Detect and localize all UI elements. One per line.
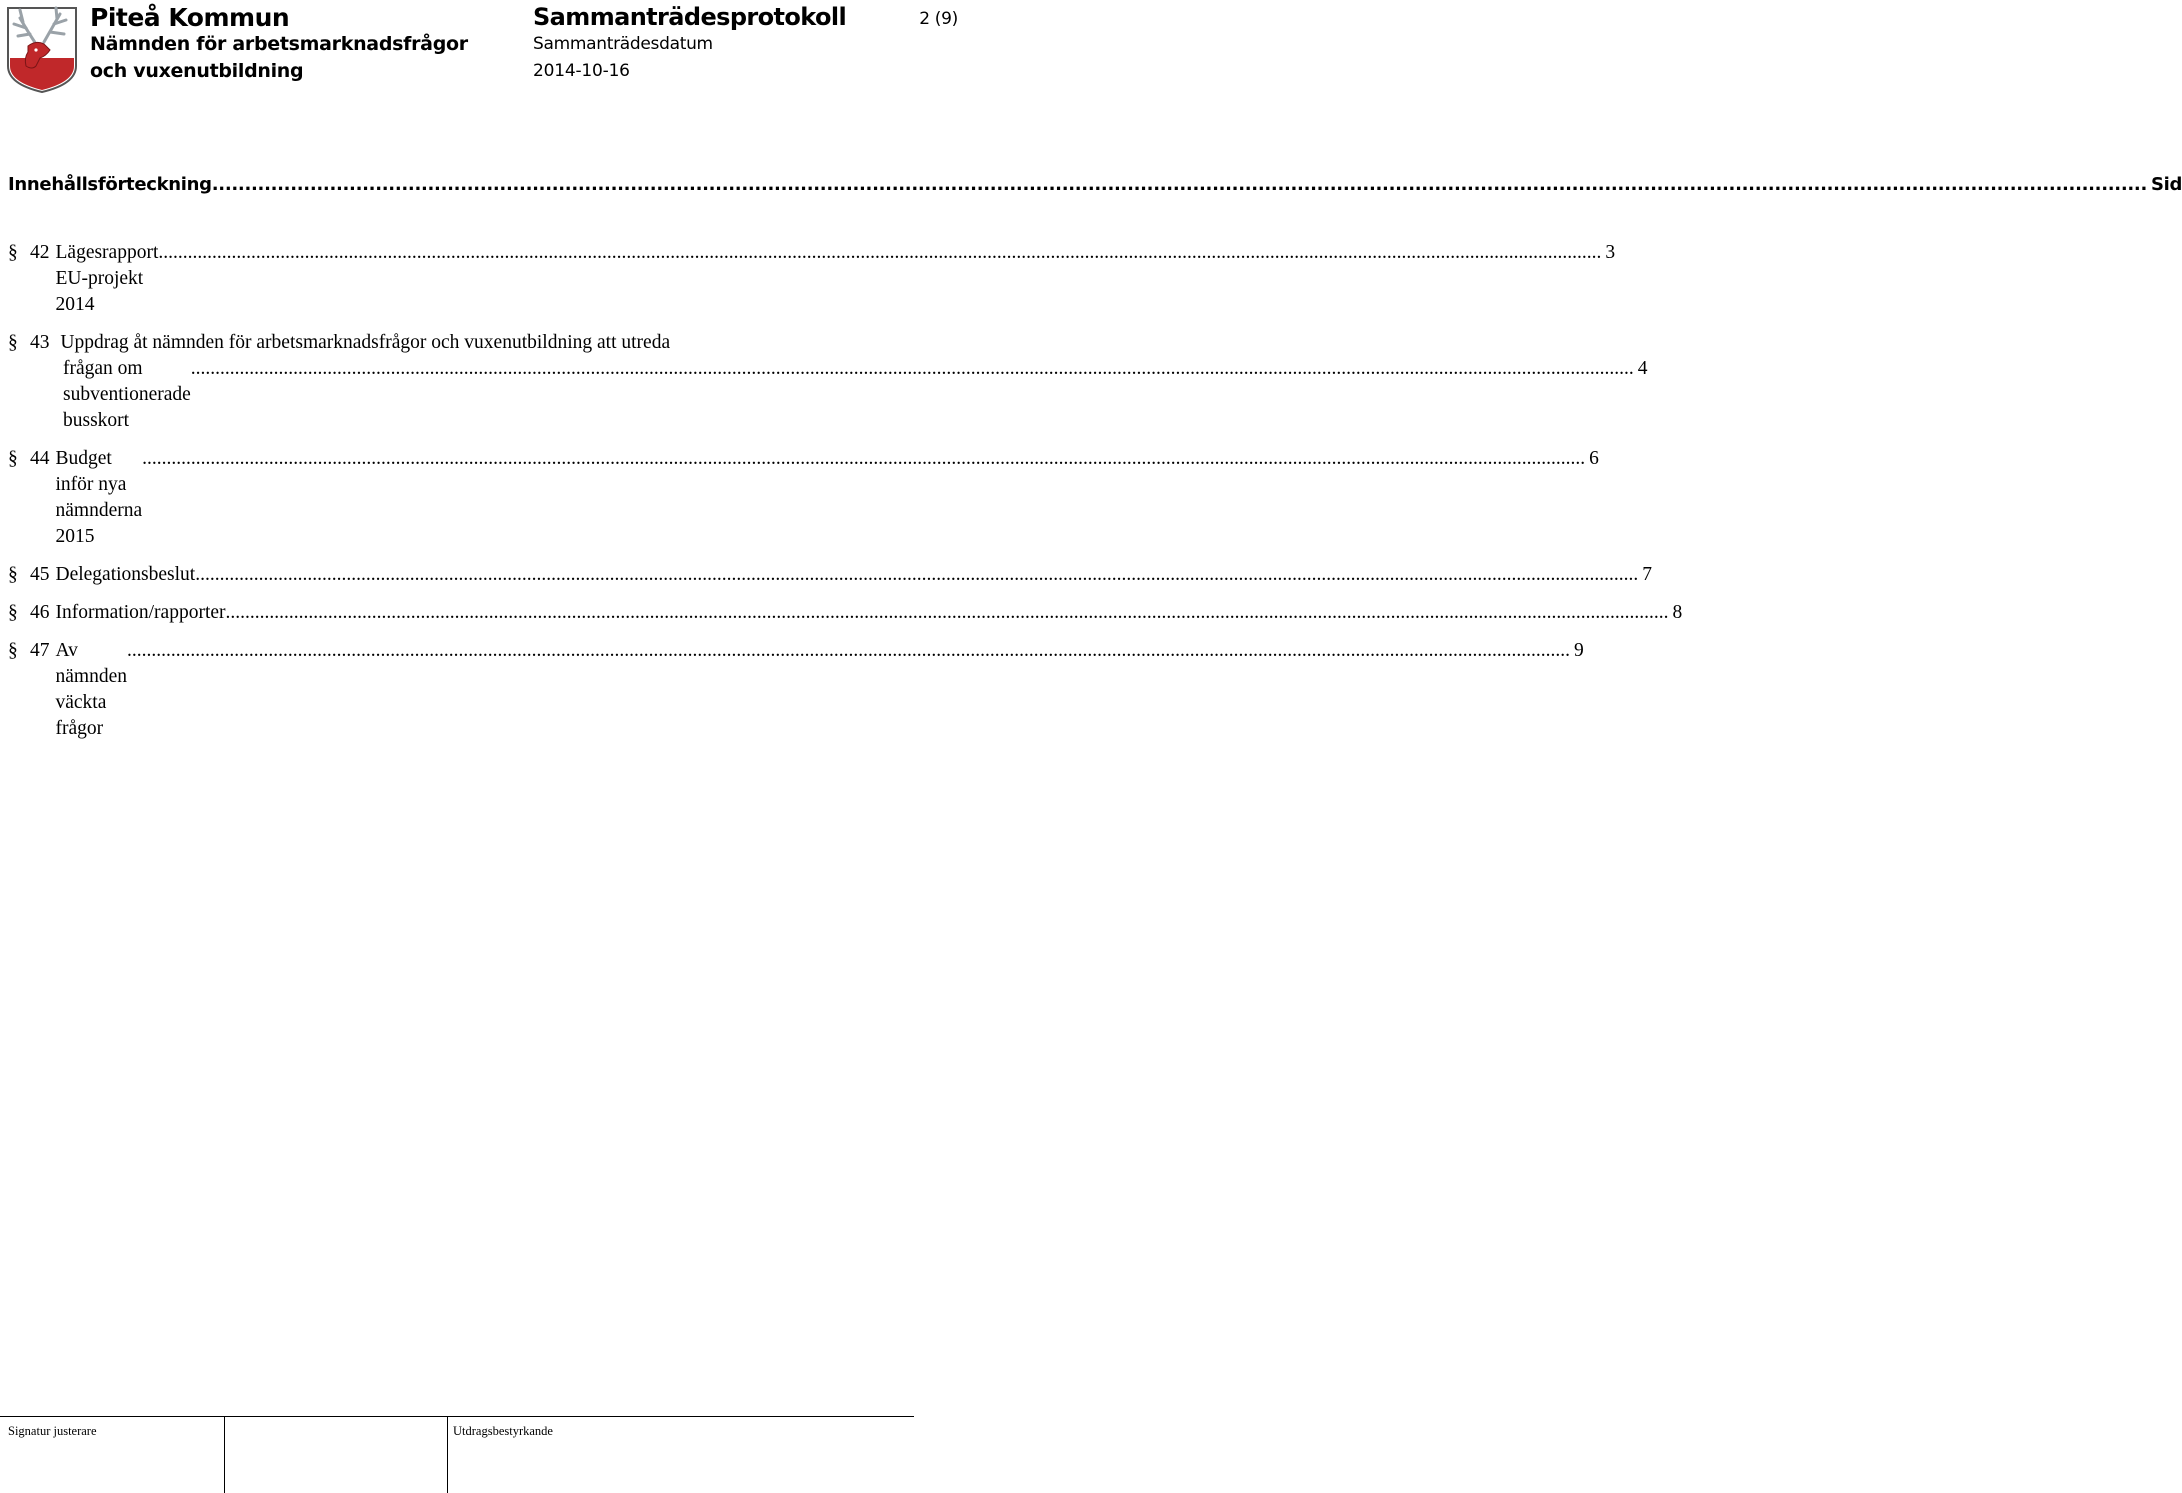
reindeer-coat-of-arms-icon <box>6 4 78 94</box>
signature-label: Signatur justerare <box>8 1424 97 1438</box>
signature-box <box>0 1417 225 1493</box>
toc-leader-dots <box>142 446 1585 550</box>
meeting-date: 2014-10-16 <box>533 61 630 81</box>
toc-leader-dots <box>158 240 1601 318</box>
toc-entry-page: 4 <box>1637 358 1648 379</box>
toc-heading-label: Innehållsförteckning <box>8 174 212 195</box>
paragraph-symbol: § <box>8 564 18 585</box>
signature-footer <box>0 1416 914 1493</box>
toc-page-heading: Sid <box>2151 174 2182 195</box>
toc-entry-page: 3 <box>1605 242 1616 263</box>
page-number: 2 (9) <box>919 9 958 29</box>
toc-entry[interactable] <box>8 240 1616 318</box>
toc-entry-number: 47 <box>30 640 50 661</box>
toc-entry-title: Lägesrapport EU-projekt 2014 <box>55 242 159 315</box>
signature-box-empty <box>225 1417 448 1493</box>
document-title: Sammanträdesprotokoll <box>533 3 847 31</box>
toc-entry-title: Budget inför nya nämnderna 2015 <box>55 448 143 547</box>
board-name-line2: och vuxenutbildning <box>90 60 304 82</box>
toc-entry-title-line1: Uppdrag åt nämnden för arbetsmarknadsfrågor och vuxenutbildning att utreda <box>60 332 671 353</box>
toc-entry-page: 9 <box>1573 640 1584 661</box>
toc-heading <box>8 172 2182 198</box>
toc-entry-number: 44 <box>30 448 50 469</box>
organisation-block <box>90 4 468 85</box>
toc-leader-dots <box>212 172 2147 198</box>
certified-label: Utdragsbestyrkande <box>453 1424 553 1438</box>
paragraph-symbol: § <box>8 242 18 263</box>
toc-leader-dots <box>195 562 1638 588</box>
toc-entry-page: 7 <box>1642 564 1652 585</box>
toc-entry-title-line2: frågan om subventionerade busskort <box>63 358 191 431</box>
toc-entry-number: 45 <box>30 564 50 585</box>
paragraph-symbol: § <box>8 332 18 353</box>
toc-entry[interactable] <box>8 600 1683 626</box>
org-name: Piteå Kommun <box>90 3 290 32</box>
toc-entry-number: 46 <box>30 602 50 623</box>
toc-entry-number: 43 <box>30 332 50 353</box>
toc-entry[interactable] <box>8 446 1599 550</box>
meeting-date-label: Sammanträdesdatum <box>533 34 713 54</box>
toc-list <box>8 240 1683 754</box>
toc-leader-dots <box>127 638 1570 742</box>
toc-entry[interactable] <box>8 330 1648 434</box>
paragraph-symbol: § <box>8 640 18 661</box>
toc-entry-title: Av nämnden väckta frågor <box>55 640 127 739</box>
toc-entry-title: Information/rapporter <box>55 602 226 623</box>
toc-entry[interactable] <box>8 562 1652 588</box>
toc-entry-page: 6 <box>1589 448 1599 469</box>
toc-leader-dots <box>191 356 1634 434</box>
paragraph-symbol: § <box>8 602 18 623</box>
board-name-line1: Nämnden för arbetsmarknadsfrågor <box>90 33 468 55</box>
toc-leader-dots <box>226 600 1669 626</box>
toc-entry-title: Delegationsbeslut <box>55 564 196 585</box>
toc-entry-page: 8 <box>1672 602 1683 623</box>
paragraph-symbol: § <box>8 448 18 469</box>
toc-entry[interactable] <box>8 638 1584 742</box>
toc-entry-number: 42 <box>30 242 50 263</box>
certified-box <box>448 1417 914 1493</box>
document-title-block <box>533 4 846 85</box>
